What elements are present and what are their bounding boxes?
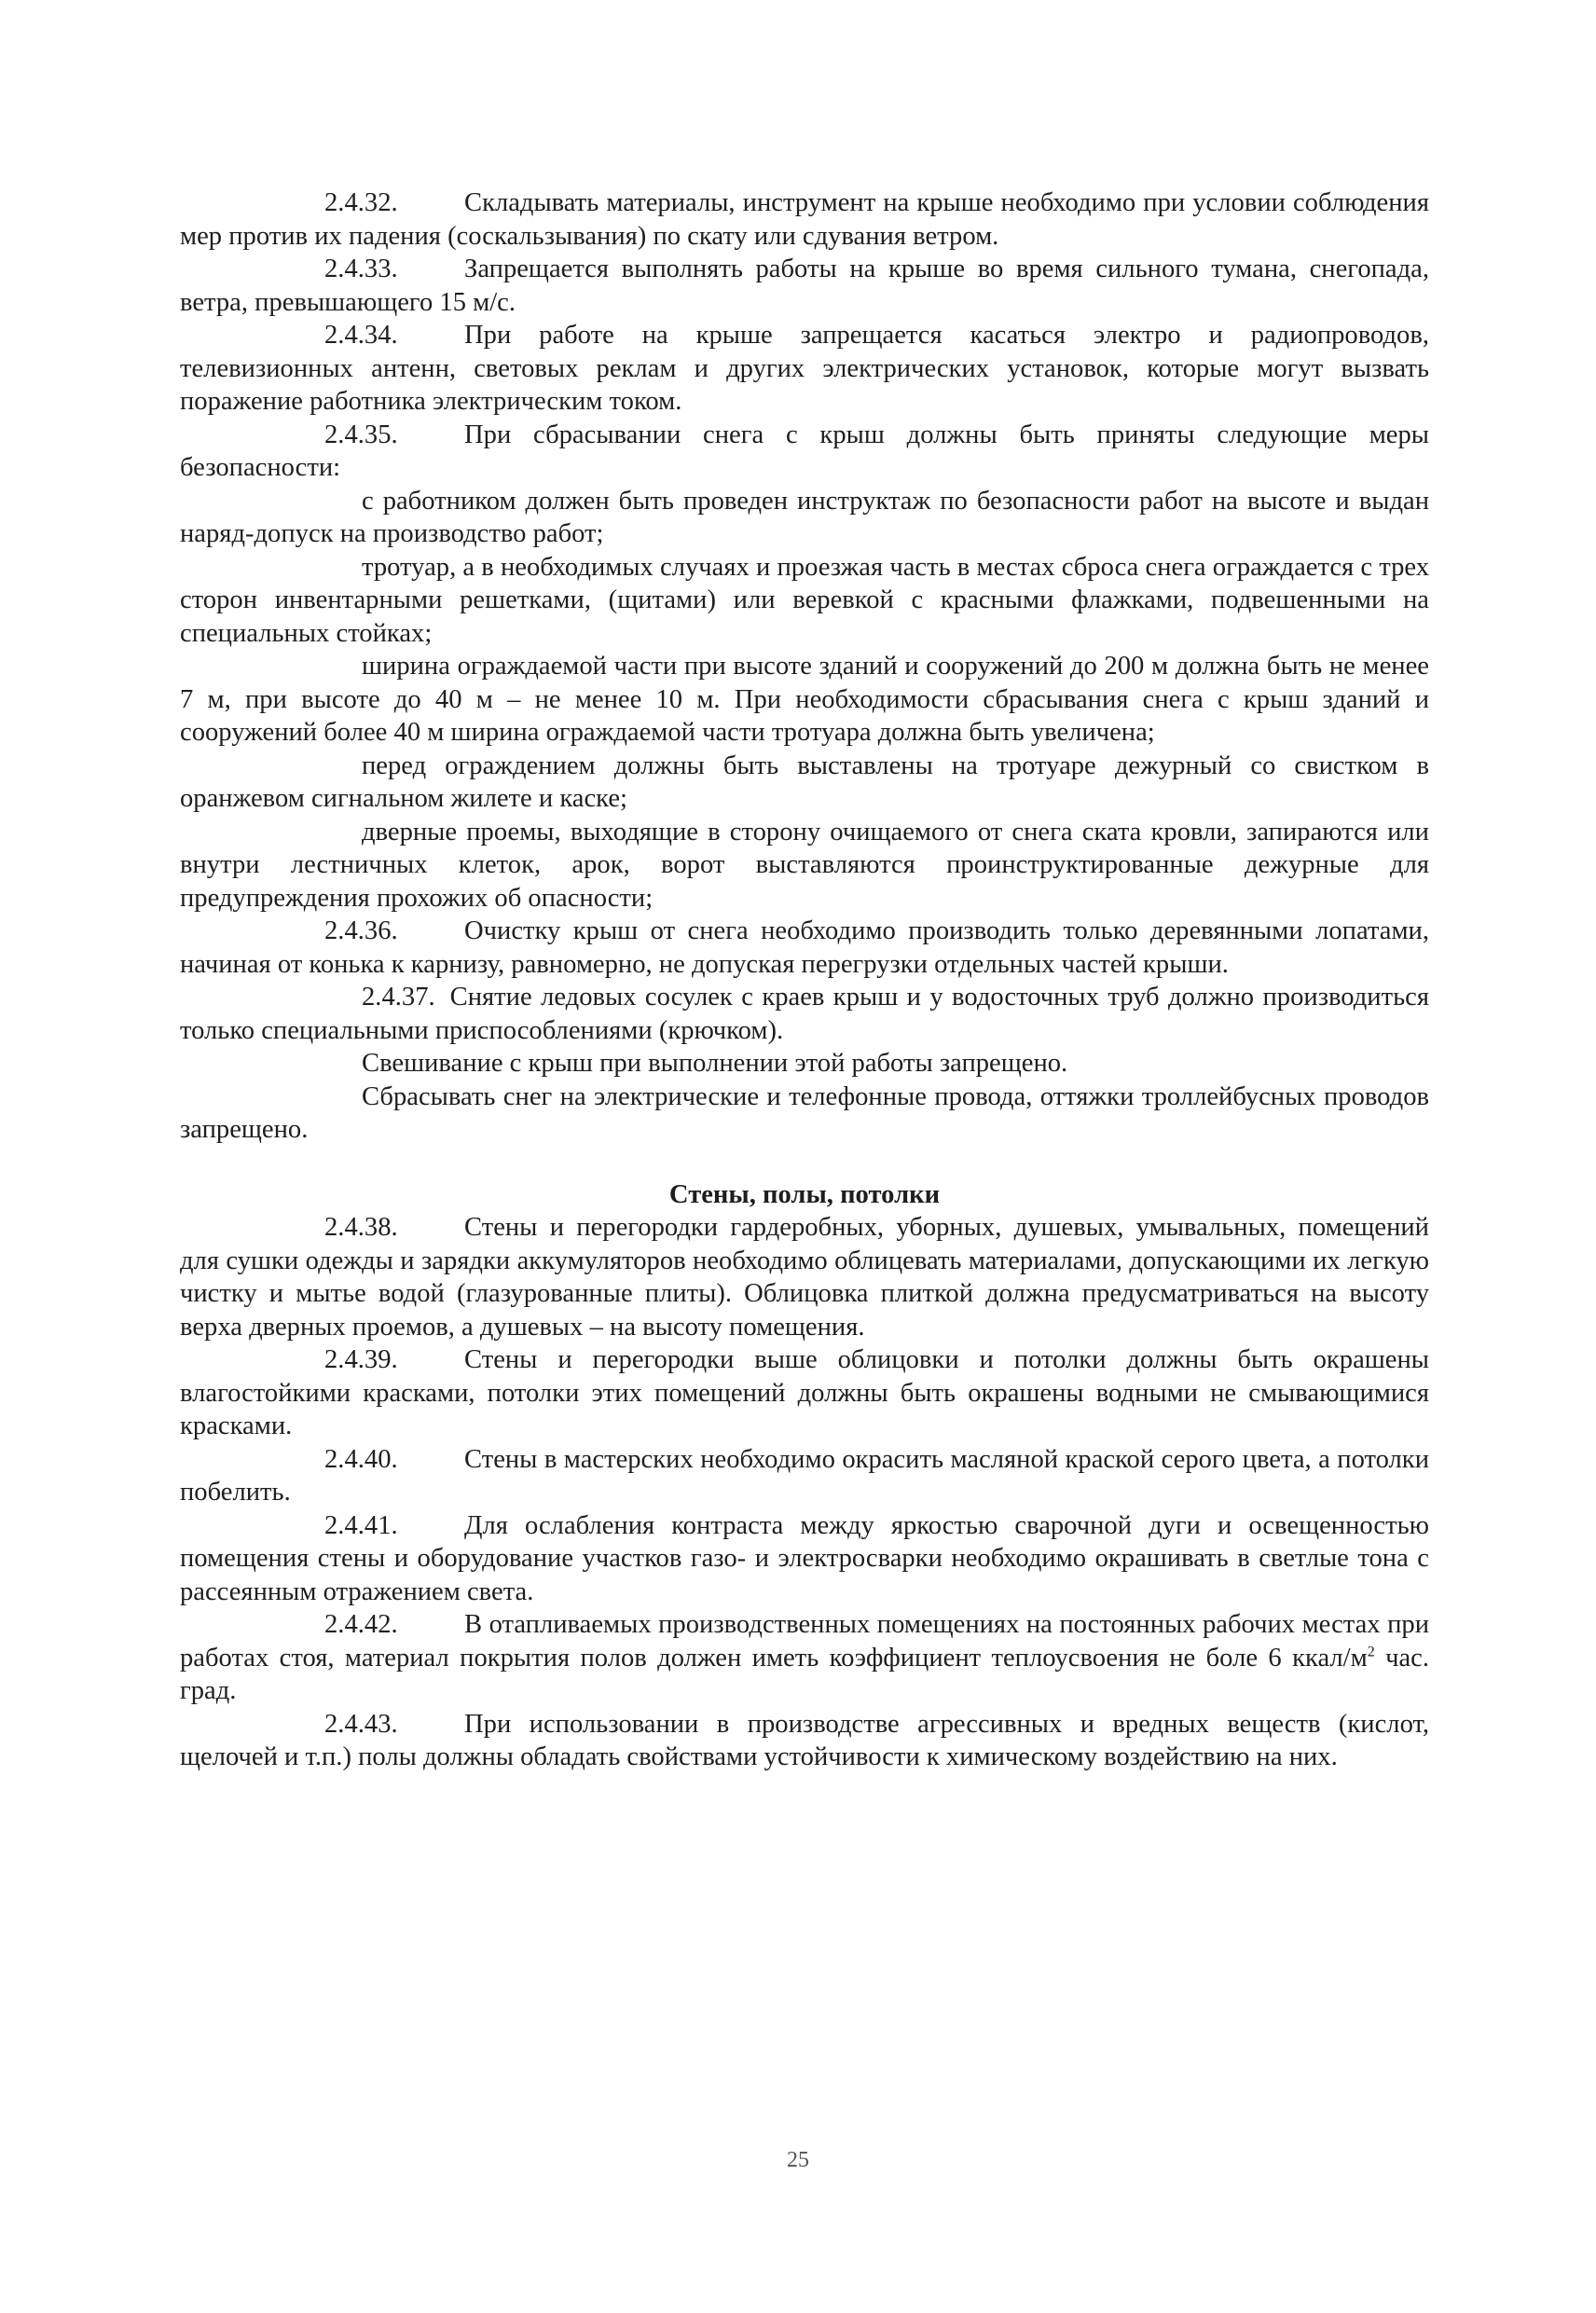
paragraph-2-4-32 bbox=[180, 186, 1429, 253]
clause-number: 2.4.38. bbox=[324, 1213, 398, 1242]
paragraph-2-4-35 bbox=[180, 419, 1429, 485]
list-item: перед ограждением должны быть выставлены на тротуаре дежурный со свистком в оранжевом сигнальном жилете и каске; bbox=[180, 750, 1429, 813]
clause-number: 2.4.37. bbox=[362, 983, 435, 1012]
paragraph-2-4-42 bbox=[180, 1608, 1429, 1708]
paragraph-text: Очистку крыш от снега необходимо производить только деревянными лопатами, начиная от конька к карнизу, равномерно, не допуская перегрузки отдельных частей крыши. bbox=[180, 916, 1429, 979]
paragraph-2-4-40 bbox=[180, 1443, 1429, 1509]
clause-number: 2.4.36. bbox=[324, 916, 398, 945]
paragraph-2-4-43 bbox=[180, 1708, 1429, 1774]
list-item: Свешивание с крыш при выполнении этой работы запрещено. bbox=[362, 1049, 1068, 1078]
paragraph-text: Для ослабления контраста между яркостью сварочной дуги и освещенностью помещения стены и оборудование участков газо- и электросварки необходимо окрашивать в светлые тона с рассеянным отражением света. bbox=[180, 1510, 1429, 1606]
superscript: 2 bbox=[1367, 1643, 1375, 1659]
paragraph-2-4-36 bbox=[180, 915, 1429, 981]
paragraph-text: В отапливаемых производственных помещениях на постоянных рабочих местах при работах стоя, материал покрытия полов должен иметь коэффициент теплоусвоения не боле 6 ккал/м bbox=[180, 1610, 1429, 1673]
paragraph-text: Снятие ледовых сосулек с краев крыш и у водосточных труб должно производиться только специальными приспособлениями (крючком). bbox=[180, 983, 1429, 1045]
clause-number: 2.4.41. bbox=[324, 1510, 398, 1540]
paragraph-2-4-41 bbox=[180, 1509, 1429, 1609]
clause-number: 2.4.40. bbox=[324, 1444, 398, 1474]
list-item: Сбрасывать снег на электрические и телефонные провода, оттяжки троллейбусных проводов запрещено. bbox=[180, 1081, 1429, 1144]
page-number: 25 bbox=[787, 2148, 809, 2172]
clause-number: 2.4.34. bbox=[324, 321, 398, 350]
paragraph-2-4-37 bbox=[180, 981, 1429, 1047]
clause-number: 2.4.39. bbox=[324, 1345, 398, 1374]
paragraph-text: Стены и перегородки выше облицовки и потолки должны быть окрашены влагостойкими красками, потолки этих помещений должны быть окрашены водными не смывающимися красками. bbox=[180, 1345, 1429, 1440]
section-title: Стены, полы, потолки bbox=[668, 1179, 941, 1209]
paragraph-2-4-38 bbox=[180, 1211, 1429, 1343]
clause-number: 2.4.33. bbox=[324, 255, 398, 283]
clause-number: 2.4.43. bbox=[324, 1709, 398, 1739]
paragraph-2-4-39 bbox=[180, 1343, 1429, 1443]
document-page bbox=[180, 186, 1429, 1774]
paragraph-text-end: час. град. bbox=[180, 1643, 1429, 1705]
paragraph-text: Стены и перегородки гардеробных, уборных, душевых, умывальных, помещений для сушки одежды и зарядки аккумуляторов необходимо облицевать материалами, допускающими их легкую чистку и мытье водой (глазурованные плиты). Облицовка плиткой должна предусматриваться на высоту верха дверных проемов, а душевых – на высоту помещения. bbox=[180, 1213, 1429, 1342]
paragraph-text: При использовании в производстве агрессивных и вредных веществ (кислот, щелочей и т.п.) полы должны обладать свойствами устойчивости к химическому воздействию на них. bbox=[180, 1709, 1429, 1771]
paragraph-text: Стены в мастерских необходимо окрасить масляной краской серого цвета, а потолки побелить. bbox=[180, 1444, 1429, 1507]
clause-number: 2.4.32. bbox=[324, 188, 398, 217]
clause-number: 2.4.35. bbox=[324, 420, 398, 449]
list-item: с работником должен быть проведен инструктаж по безопасности работ на высоте и выдан наряд-допуск на производство работ; bbox=[180, 486, 1429, 548]
paragraph-text: Запрещается выполнять работы на крыше во время сильного тумана, снегопада, ветра, превышающего 15 м/с. bbox=[180, 255, 1429, 317]
list-item: дверные проемы, выходящие в сторону очищаемого от снега ската кровли, запираются или внутри лестничных клеток, арок, ворот выставляются проинструктированные дежурные для предупреждения прохожих об опасности; bbox=[180, 817, 1429, 913]
paragraph-text: При работе на крыше запрещается касаться электро и радиопроводов, телевизионных антенн, световых реклам и других электрических установок, которые могут вызвать поражение работника электрическим током. bbox=[180, 321, 1429, 416]
list-item: ширина ограждаемой части при высоте зданий и сооружений до 200 м должна быть не менее 7 м, при высоте до 40 м – не менее 10 м. При необходимости сбрасывания снега с крыш зданий и сооружений более 40 м ширина ограждаемой части тротуара должна быть увеличена; bbox=[180, 652, 1429, 747]
paragraph-text: При сбрасывании снега с крыш должны быть приняты следующие меры безопасности: bbox=[180, 420, 1429, 482]
clause-number: 2.4.42. bbox=[324, 1610, 398, 1639]
list-item: тротуар, а в необходимых случаях и проезжая часть в местах сброса снега ограждается с трех сторон инвентарными решетками, (щитами) или веревкой с красными флажками, подвешенными на специальных стойках; bbox=[180, 552, 1429, 648]
paragraph-text: Складывать материалы, инструмент на крыше необходимо при условии соблюдения мер против их падения (соскальзывания) по скату или сдувания ветром. bbox=[180, 188, 1429, 251]
paragraph-2-4-33 bbox=[180, 253, 1429, 319]
paragraph-2-4-34 bbox=[180, 319, 1429, 419]
